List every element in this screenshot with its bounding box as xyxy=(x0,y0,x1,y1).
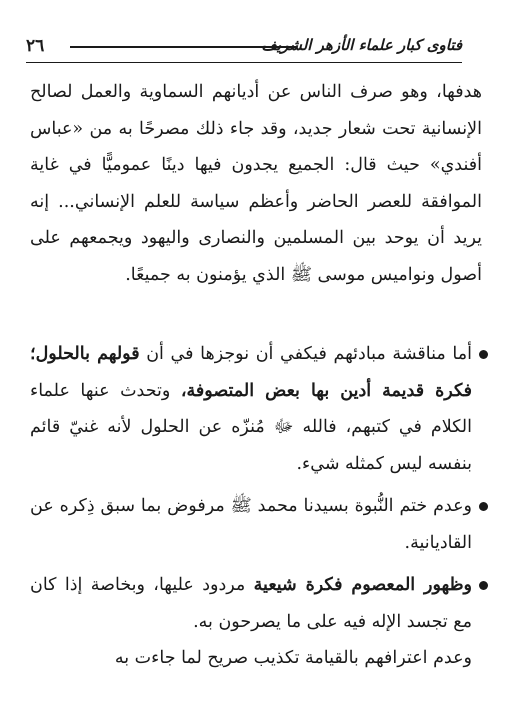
page-header xyxy=(26,34,462,68)
header-underline xyxy=(26,62,462,63)
bullet-text-lead: وعدم ختم النُّبوة بسيدنا محمد ﷺ مرفوض بما سبق ذِكره عن القاديانية. xyxy=(30,496,472,553)
bullet-text-bold: وظهور المعصوم فكرة شيعية xyxy=(253,575,472,595)
bullet-list xyxy=(30,336,488,646)
bullet-item-halool xyxy=(30,336,488,482)
bullet-text-rest: مردود عليها، وبخاصة إذا كان مع تجسد الإله فيه على ما يصرحون به. xyxy=(30,575,472,632)
running-title: فتاوى كبار علماء الأزهر الشريف xyxy=(261,36,462,54)
bullet-dot xyxy=(479,350,488,359)
bullet-dot xyxy=(479,502,488,511)
bullet-dot xyxy=(479,581,488,590)
body-paragraph: هدفها، وهو صرف الناس عن أديانهم السماوية والعمل لصالح الإنسانية تحت شعار جديد، وقد جاء ذلك مصرحًا به من «عباس أفندي» حيث قال: الجميع يجدون فيها دينًا عموميًّا في غاية الموافقة للعصر الحاضر وأعظم سياسة للعلم الإنساني... إنه يريد أن يوحد بين المسلمين والنصارى واليهود ويجمعهم على أصول ونواميس موسى ﷺ الذي يؤمنون به جميعًا. xyxy=(30,82,482,285)
header-rule xyxy=(70,46,296,48)
bullet-text-lead: أما مناقشة مبادئهم فيكفي أن نوجزها في أن xyxy=(139,344,472,364)
closing-paragraph: وعدم اعترافهم بالقيامة تكذيب صريح لما جاءت به xyxy=(114,648,472,668)
bullet-item-prophethood xyxy=(30,488,488,561)
page-number: ٢٦ xyxy=(26,36,45,56)
bullet-item-masoom xyxy=(30,567,488,640)
bullet-text-bold: قولهم بالحلول؛ فكرة قديمة أدين بها بعض المتصوفة، xyxy=(30,344,472,401)
bullet-text-rest: وتحدث عنها علماء الكلام في كتبهم، فالله ﷻ مُنزّه عن الحلول لأنه غنيّ قائم بنفسه ليس كمثله شيء. xyxy=(30,380,472,474)
